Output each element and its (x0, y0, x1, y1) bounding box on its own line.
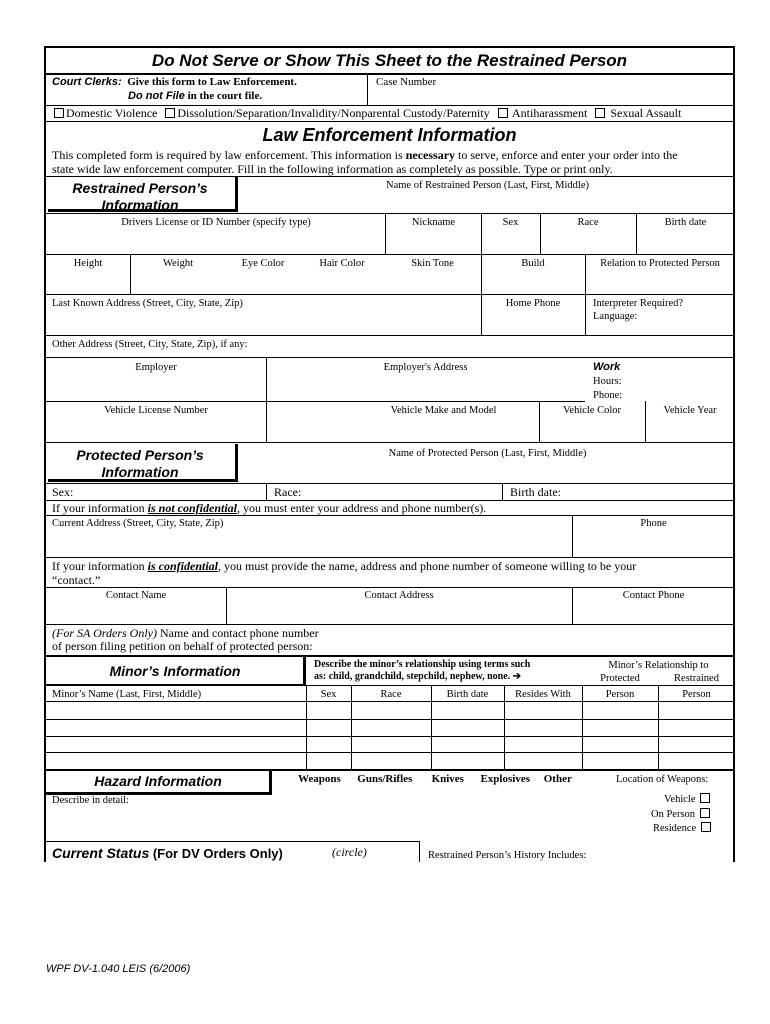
minors-restrained: Restrained (674, 673, 719, 684)
minors-col-name: Minor’s Name (Last, First, Middle) (52, 689, 202, 700)
hazard-location: Location of Weapons: (616, 774, 709, 785)
eye-color-label: Eye Color (241, 258, 285, 269)
birth-date-label: Birth date (664, 217, 707, 228)
location-vehicle: Vehicle (664, 793, 712, 806)
dl-label: Drivers License or ID Number (specify type) (121, 217, 311, 228)
build-label: Build (521, 258, 545, 269)
location-on-person: On Person (651, 808, 712, 821)
checkbox-antiharassment[interactable] (498, 108, 508, 118)
minors-col-race: Race (380, 689, 402, 700)
employer-label: Employer (135, 362, 177, 373)
sex-label: Sex (502, 217, 519, 228)
minors-col-sex: Sex (320, 689, 337, 700)
nickname-label: Nickname (411, 217, 456, 228)
banner-title: Do Not Serve or Show This Sheet to the Restrained Person (151, 51, 628, 70)
minors-heading: Minor’s Information (109, 663, 241, 679)
vehicle-make-label: Vehicle Make and Model (390, 405, 497, 416)
current-status-heading: Current Status (For DV Orders Only) (52, 845, 283, 861)
protected-sex-label: Sex: (52, 485, 74, 499)
sa-orders-note: (For SA Orders Only) Name and contact phone number of person filing petition on behalf of protected person: (52, 626, 319, 653)
vehicle-license-label: Vehicle License Number (104, 405, 208, 416)
interpreter-label: Interpreter Required? Language: (593, 298, 684, 322)
hazard-weapons: Weapons Guns/Rifles Knives Explosives Other (298, 773, 572, 785)
checkbox-sexual-assault[interactable] (595, 108, 605, 118)
minors-rel-title: Minor’s Relationship to (608, 660, 709, 671)
contact-name-label: Contact Name (105, 590, 167, 601)
minors-col-restrained-person: Person (682, 689, 711, 700)
height-label: Height (73, 258, 103, 269)
restrained-heading: Restrained Person’s Information (72, 180, 208, 213)
form-footer: WPF DV-1.040 LEIS (6/2006) (46, 963, 191, 975)
home-phone-label: Home Phone (505, 298, 561, 309)
race-label: Race (577, 217, 599, 228)
current-address-label: Current Address (Street, City, State, Zip) (52, 518, 224, 529)
protected-heading: Protected Person’s Information (76, 447, 204, 480)
minors-col-birth: Birth date (446, 689, 489, 700)
history-label: Restrained Person’s History Includes: (428, 850, 587, 861)
not-confidential-note: If your information is not confidential, you must enter your address and phone number(s). (52, 501, 487, 515)
court-clerks-line1: Court Clerks: Give this form to Law Enforcement. (52, 76, 297, 88)
intro-line1: This completed form is required by law enforcement. This information is necessary to serve, enforce and enter your order into the (52, 148, 678, 162)
checkbox-residence[interactable] (701, 822, 711, 832)
protected-race-label: Race: (274, 485, 302, 499)
divider (44, 73, 735, 75)
hair-color-label: Hair Color (319, 258, 365, 269)
restrained-name-label: Name of Restrained Person (Last, First, Middle) (386, 180, 589, 191)
minors-col-protected-person: Person (605, 689, 635, 700)
section-title: Law Enforcement Information (262, 125, 517, 145)
contact-address-label: Contact Address (364, 590, 434, 601)
skin-tone-label: Skin Tone (411, 258, 454, 269)
case-type-row: Domestic Violence Dissolution/Separation/Invalidity/Nonparental Custody/Paternity Antiharassment Sexual Assault (52, 107, 681, 120)
protected-birth-date-label: Birth date: (510, 485, 561, 499)
case-number-label: Case Number (376, 76, 437, 88)
last-address-label: Last Known Address (Street, City, State, Zip) (52, 298, 243, 309)
checkbox-vehicle[interactable] (700, 793, 710, 803)
relation-label: Relation to Protected Person (600, 258, 720, 269)
protected-phone-label: Phone (640, 518, 667, 529)
work-label: Work Hours: Phone: (593, 361, 623, 401)
current-status-circle: (circle) (332, 845, 367, 859)
checkbox-dissolution[interactable] (165, 108, 175, 118)
hazard-describe: Describe in detail: (52, 795, 129, 806)
minors-col-resides: Resides With (515, 689, 571, 700)
minors-describe: Describe the minor’s relationship using terms such as: child, grandchild, stepchild, nephew, none. ➔ (314, 659, 531, 682)
other-address-label: Other Address (Street, City, State, Zip), if any: (52, 339, 248, 350)
confidential-note: If your information is confidential, you must provide the name, address and phone number of someone willing to be your “contact.” (52, 559, 637, 587)
vehicle-color-label: Vehicle Color (562, 405, 622, 416)
checkbox-on-person[interactable] (700, 808, 710, 818)
hazard-heading: Hazard Information (94, 773, 222, 789)
location-residence: Residence (653, 822, 713, 835)
employer-address-label: Employer's Address (383, 362, 468, 373)
court-clerks-line2: Do not File in the court file. (128, 90, 263, 102)
intro-line2: state wide law enforcement computer. Fill in the following information as completely as possible. Type or print only. (52, 162, 613, 176)
weight-label: Weight (162, 258, 194, 269)
minors-protected: Protected (600, 673, 640, 684)
contact-phone-label: Contact Phone (622, 590, 685, 601)
protected-name-label: Name of Protected Person (Last, First, Middle) (388, 448, 587, 459)
vehicle-year-label: Vehicle Year (663, 405, 717, 416)
checkbox-domestic-violence[interactable] (54, 108, 64, 118)
